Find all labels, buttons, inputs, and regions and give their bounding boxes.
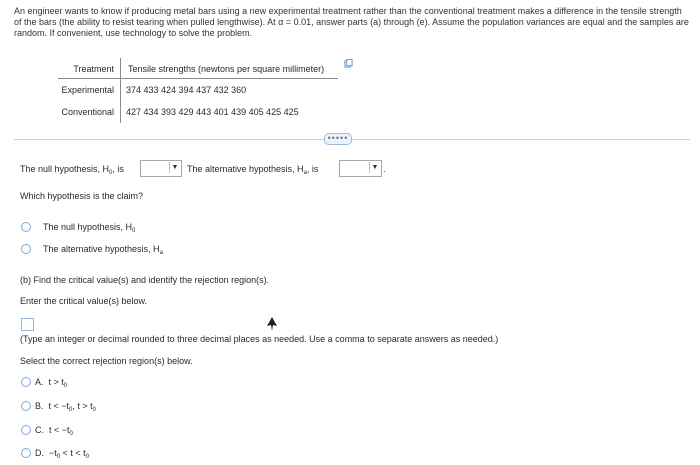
option-sub: 0 <box>56 454 61 460</box>
null-hypothesis-suffix: , is <box>112 164 124 174</box>
expand-more-button[interactable]: ••••• <box>324 133 352 145</box>
null-hypothesis-sub: 0 <box>109 170 113 176</box>
row-treatment-conventional: Conventional <box>61 107 114 117</box>
option-sub-2: 0 <box>92 407 96 413</box>
option-expr: −t <box>49 448 57 458</box>
option-expr: t < −t <box>48 401 70 411</box>
claim-question: Which hypothesis is the claim? <box>20 191 144 201</box>
option-expr: t > t <box>48 377 64 387</box>
option-letter: B. <box>35 401 44 411</box>
null-hypothesis-text: The null hypothesis, H <box>20 164 110 174</box>
table-header-row <box>58 58 338 79</box>
period: . <box>383 164 386 174</box>
null-hypothesis-label <box>20 164 124 176</box>
option-expr: t < −t <box>49 425 70 435</box>
header-tensile-strengths: Tensile strengths (newtons per square millimeter) <box>128 64 325 74</box>
row-treatment-experimental: Experimental <box>61 85 114 95</box>
null-hypothesis-dropdown[interactable] <box>140 160 182 177</box>
option-b-label <box>35 401 96 413</box>
claim-null-radio[interactable] <box>21 222 31 232</box>
claim-alt-text: The alternative hypothesis, H <box>43 244 160 254</box>
data-table <box>58 58 338 123</box>
option-b-radio[interactable] <box>21 401 31 411</box>
option-letter: A. <box>35 377 44 387</box>
option-letter: D. <box>35 448 44 458</box>
header-treatment: Treatment <box>73 64 114 74</box>
column-divider <box>120 79 121 101</box>
claim-null-text: The null hypothesis, H <box>43 222 133 232</box>
critical-value-input[interactable] <box>21 318 34 331</box>
rejection-region-prompt: Select the correct rejection region(s) below. <box>20 356 193 366</box>
alt-hypothesis-text: The alternative hypothesis, H <box>187 164 304 174</box>
input-instruction: (Type an integer or decimal rounded to three decimal places as needed. Use a comma to separate answers as needed.) <box>20 334 499 344</box>
claim-null-label <box>43 222 135 234</box>
option-d-radio[interactable] <box>21 448 31 458</box>
problem-statement: An engineer wants to know if producing metal bars using a new experimental treatment rather than the conventional treatment makes a difference in the tensile strength of the bars (the ability to resist tearing when pulled lengthwise). At α = 0.01, answer parts (a) through (e). Assume the population variances are equal and the samples are random. If convenient, use technology to solve the problem. <box>14 6 689 38</box>
chevron-down-icon: ▼ <box>169 162 180 173</box>
column-divider <box>120 101 121 123</box>
claim-alt-label <box>43 244 163 256</box>
option-sub: 0 <box>69 431 73 437</box>
table-row <box>58 101 338 123</box>
section-divider <box>14 139 690 140</box>
option-c-radio[interactable] <box>21 425 31 435</box>
claim-null-sub: 0 <box>132 228 136 234</box>
option-d-label <box>35 448 89 460</box>
chevron-down-icon: ▼ <box>369 162 380 173</box>
claim-alt-sub: a <box>159 250 163 256</box>
option-sub: 0 <box>69 407 73 413</box>
option-expr-2: < t < t <box>60 448 86 458</box>
option-a-radio[interactable] <box>21 377 31 387</box>
option-expr-2: , t > t <box>72 401 93 411</box>
alt-hypothesis-label <box>187 164 318 176</box>
alt-hypothesis-suffix: , is <box>306 164 319 174</box>
row-values-experimental: 374 433 424 394 437 432 360 <box>126 85 247 95</box>
option-letter: C. <box>35 425 44 435</box>
row-values-conventional: 427 434 393 429 443 401 439 405 425 425 <box>126 107 299 117</box>
alt-hypothesis-sub: a <box>303 170 307 176</box>
option-a-label <box>35 377 67 389</box>
alt-hypothesis-dropdown[interactable] <box>339 160 382 177</box>
copy-data-icon[interactable] <box>344 59 353 68</box>
option-c-label <box>35 425 73 437</box>
mouse-cursor-icon <box>267 317 277 331</box>
option-sub: 0 <box>63 383 68 389</box>
option-sub-2: 0 <box>85 454 89 460</box>
claim-alt-radio[interactable] <box>21 244 31 254</box>
critical-value-prompt: Enter the critical value(s) below. <box>20 296 148 306</box>
column-divider <box>120 58 121 78</box>
part-b-heading: (b) Find the critical value(s) and identify the rejection region(s). <box>20 275 270 285</box>
table-row <box>58 79 338 101</box>
